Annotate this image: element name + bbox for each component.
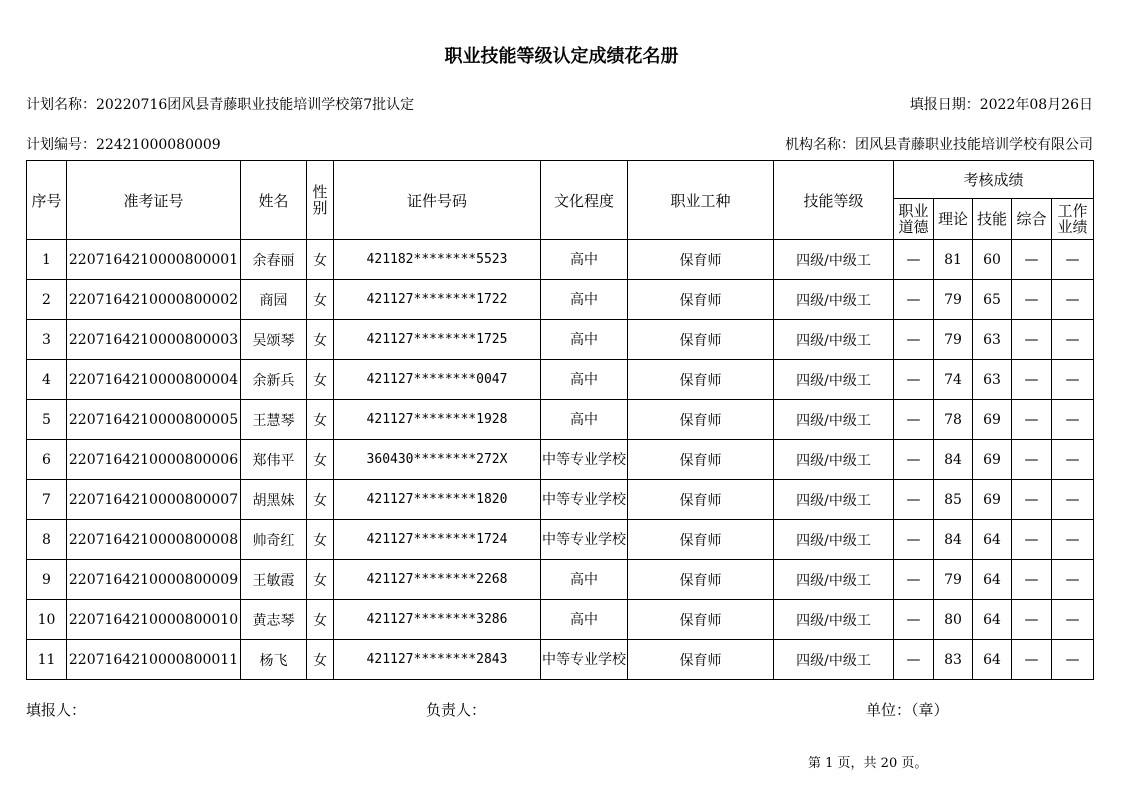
cell-exam-no: 2207164210000800008 bbox=[67, 520, 241, 560]
cell-overall: — bbox=[1012, 400, 1052, 440]
cell-gender: 女 bbox=[307, 440, 334, 480]
cell-id-no: 421127********3286 bbox=[334, 600, 541, 640]
table-row bbox=[27, 360, 1094, 400]
table-row bbox=[27, 320, 1094, 360]
cell-occupation: 保育师 bbox=[628, 400, 774, 440]
col-header-education: 文化程度 bbox=[541, 161, 628, 240]
cell-occupation: 保育师 bbox=[628, 280, 774, 320]
cell-seq: 11 bbox=[27, 640, 67, 680]
table-row bbox=[27, 240, 1094, 280]
cell-theory: 78 bbox=[934, 400, 973, 440]
cell-skill-level: 四级/中级工 bbox=[774, 480, 894, 520]
cell-skill-level: 四级/中级工 bbox=[774, 440, 894, 480]
cell-gender: 女 bbox=[307, 400, 334, 440]
table-row bbox=[27, 560, 1094, 600]
cell-education: 高中 bbox=[541, 400, 628, 440]
cell-theory: 80 bbox=[934, 600, 973, 640]
cell-name: 商园 bbox=[241, 280, 307, 320]
cell-occupation: 保育师 bbox=[628, 240, 774, 280]
cell-education: 高中 bbox=[541, 360, 628, 400]
plan-no-line bbox=[26, 134, 221, 154]
cell-overall: — bbox=[1012, 520, 1052, 560]
cell-id-no: 360430********272X bbox=[334, 440, 541, 480]
cell-exam-no: 2207164210000800005 bbox=[67, 400, 241, 440]
cell-id-no: 421127********0047 bbox=[334, 360, 541, 400]
cell-exam-no: 2207164210000800009 bbox=[67, 560, 241, 600]
cell-performance: — bbox=[1052, 480, 1094, 520]
cell-education: 高中 bbox=[541, 280, 628, 320]
col-header-name: 姓名 bbox=[241, 161, 307, 240]
cell-id-no: 421127********1928 bbox=[334, 400, 541, 440]
cell-ethics: — bbox=[894, 600, 934, 640]
cell-skill: 64 bbox=[973, 560, 1012, 600]
cell-overall: — bbox=[1012, 560, 1052, 600]
table-row bbox=[27, 400, 1094, 440]
cell-education: 高中 bbox=[541, 240, 628, 280]
cell-skill: 69 bbox=[973, 440, 1012, 480]
cell-name: 吴颂琴 bbox=[241, 320, 307, 360]
unit-seal-label: 单位：（章） bbox=[866, 701, 949, 719]
cell-skill: 63 bbox=[973, 320, 1012, 360]
cell-gender: 女 bbox=[307, 600, 334, 640]
cell-exam-no: 2207164210000800004 bbox=[67, 360, 241, 400]
cell-seq: 5 bbox=[27, 400, 67, 440]
cell-skill: 64 bbox=[973, 600, 1012, 640]
cell-education: 中等专业学校 bbox=[541, 520, 628, 560]
cell-gender: 女 bbox=[307, 240, 334, 280]
cell-seq: 1 bbox=[27, 240, 67, 280]
cell-exam-no: 2207164210000800001 bbox=[67, 240, 241, 280]
col-header-performance: 工作业绩 bbox=[1052, 199, 1094, 240]
cell-performance: — bbox=[1052, 560, 1094, 600]
cell-theory: 81 bbox=[934, 240, 973, 280]
cell-name: 帅奇红 bbox=[241, 520, 307, 560]
cell-name: 黄志琴 bbox=[241, 600, 307, 640]
cell-ethics: — bbox=[894, 480, 934, 520]
col-header-seq: 序号 bbox=[27, 161, 67, 240]
table-row bbox=[27, 640, 1094, 680]
cell-skill: 65 bbox=[973, 280, 1012, 320]
cell-occupation: 保育师 bbox=[628, 360, 774, 400]
cell-skill-level: 四级/中级工 bbox=[774, 560, 894, 600]
cell-theory: 79 bbox=[934, 320, 973, 360]
cell-seq: 6 bbox=[27, 440, 67, 480]
col-header-occupation: 职业工种 bbox=[628, 161, 774, 240]
report-date-line bbox=[910, 94, 1093, 114]
cell-skill: 69 bbox=[973, 480, 1012, 520]
cell-exam-no: 2207164210000800010 bbox=[67, 600, 241, 640]
cell-overall: — bbox=[1012, 600, 1052, 640]
cell-overall: — bbox=[1012, 480, 1052, 520]
cell-gender: 女 bbox=[307, 520, 334, 560]
cell-occupation: 保育师 bbox=[628, 640, 774, 680]
reporter-label: 填报人： bbox=[26, 701, 87, 719]
cell-ethics: — bbox=[894, 280, 934, 320]
cell-occupation: 保育师 bbox=[628, 320, 774, 360]
cell-ethics: — bbox=[894, 640, 934, 680]
cell-ethics: — bbox=[894, 560, 934, 600]
cell-gender: 女 bbox=[307, 280, 334, 320]
org-name-line bbox=[785, 134, 1093, 154]
cell-gender: 女 bbox=[307, 560, 334, 600]
col-header-score-group: 考核成绩 bbox=[894, 161, 1094, 199]
cell-gender: 女 bbox=[307, 480, 334, 520]
cell-theory: 79 bbox=[934, 560, 973, 600]
cell-seq: 4 bbox=[27, 360, 67, 400]
cell-seq: 9 bbox=[27, 560, 67, 600]
cell-name: 余新兵 bbox=[241, 360, 307, 400]
table-row bbox=[27, 520, 1094, 560]
cell-skill-level: 四级/中级工 bbox=[774, 640, 894, 680]
cell-performance: — bbox=[1052, 640, 1094, 680]
cell-id-no: 421127********2843 bbox=[334, 640, 541, 680]
cell-exam-no: 2207164210000800011 bbox=[67, 640, 241, 680]
cell-performance: — bbox=[1052, 440, 1094, 480]
table-row bbox=[27, 280, 1094, 320]
col-header-skill: 技能 bbox=[973, 199, 1012, 240]
cell-performance: — bbox=[1052, 600, 1094, 640]
cell-ethics: — bbox=[894, 520, 934, 560]
cell-theory: 84 bbox=[934, 520, 973, 560]
cell-exam-no: 2207164210000800002 bbox=[67, 280, 241, 320]
cell-skill: 69 bbox=[973, 400, 1012, 440]
cell-skill: 63 bbox=[973, 360, 1012, 400]
cell-education: 高中 bbox=[541, 560, 628, 600]
page-title: 职业技能等级认定成绩花名册 bbox=[444, 46, 679, 67]
cell-name: 王慧琴 bbox=[241, 400, 307, 440]
plan-name-label: 计划名称： bbox=[26, 97, 96, 113]
cell-gender: 女 bbox=[307, 640, 334, 680]
cell-id-no: 421127********1725 bbox=[334, 320, 541, 360]
cell-performance: — bbox=[1052, 400, 1094, 440]
cell-overall: — bbox=[1012, 240, 1052, 280]
cell-skill-level: 四级/中级工 bbox=[774, 360, 894, 400]
cell-seq: 8 bbox=[27, 520, 67, 560]
cell-id-no: 421127********1722 bbox=[334, 280, 541, 320]
report-date-label: 填报日期： bbox=[909, 97, 980, 113]
cell-occupation: 保育师 bbox=[628, 520, 774, 560]
col-header-exam-no: 准考证号 bbox=[67, 161, 241, 240]
cell-exam-no: 2207164210000800003 bbox=[67, 320, 241, 360]
cell-education: 中等专业学校 bbox=[541, 440, 628, 480]
cell-performance: — bbox=[1052, 280, 1094, 320]
cell-skill: 64 bbox=[973, 520, 1012, 560]
col-header-overall: 综合 bbox=[1012, 199, 1052, 240]
cell-skill: 60 bbox=[973, 240, 1012, 280]
cell-id-no: 421127********1724 bbox=[334, 520, 541, 560]
col-header-theory: 理论 bbox=[934, 199, 973, 240]
plan-name-value: 20220716团风县青藤职业技能培训学校第7批认定 bbox=[96, 97, 415, 113]
cell-name: 王敏霞 bbox=[241, 560, 307, 600]
org-name-label: 机构名称： bbox=[785, 137, 855, 153]
cell-overall: — bbox=[1012, 360, 1052, 400]
score-table bbox=[26, 160, 1094, 680]
cell-id-no: 421182********5523 bbox=[334, 240, 541, 280]
cell-performance: — bbox=[1052, 240, 1094, 280]
cell-performance: — bbox=[1052, 320, 1094, 360]
cell-overall: — bbox=[1012, 280, 1052, 320]
cell-occupation: 保育师 bbox=[628, 560, 774, 600]
cell-skill-level: 四级/中级工 bbox=[774, 280, 894, 320]
cell-name: 杨飞 bbox=[241, 640, 307, 680]
cell-theory: 84 bbox=[934, 440, 973, 480]
cell-ethics: — bbox=[894, 320, 934, 360]
cell-seq: 10 bbox=[27, 600, 67, 640]
cell-gender: 女 bbox=[307, 360, 334, 400]
plan-no-value: 22421000080009 bbox=[96, 137, 221, 153]
table-row bbox=[27, 600, 1094, 640]
cell-performance: — bbox=[1052, 360, 1094, 400]
cell-skill-level: 四级/中级工 bbox=[774, 600, 894, 640]
cell-exam-no: 2207164210000800007 bbox=[67, 480, 241, 520]
table-row bbox=[27, 440, 1094, 480]
header-row bbox=[27, 161, 1094, 199]
cell-theory: 83 bbox=[934, 640, 973, 680]
plan-no-label: 计划编号： bbox=[26, 137, 96, 153]
cell-skill-level: 四级/中级工 bbox=[774, 520, 894, 560]
cell-education: 中等专业学校 bbox=[541, 640, 628, 680]
cell-seq: 7 bbox=[27, 480, 67, 520]
cell-exam-no: 2207164210000800006 bbox=[67, 440, 241, 480]
cell-education: 高中 bbox=[541, 320, 628, 360]
cell-skill-level: 四级/中级工 bbox=[774, 240, 894, 280]
cell-name: 胡黑妹 bbox=[241, 480, 307, 520]
col-header-gender: 性别 bbox=[307, 161, 334, 240]
cell-education: 高中 bbox=[541, 600, 628, 640]
cell-name: 余春丽 bbox=[241, 240, 307, 280]
cell-overall: — bbox=[1012, 640, 1052, 680]
cell-skill: 64 bbox=[973, 640, 1012, 680]
cell-overall: — bbox=[1012, 320, 1052, 360]
plan-name-line bbox=[26, 94, 414, 114]
cell-occupation: 保育师 bbox=[628, 600, 774, 640]
cell-name: 郑伟平 bbox=[241, 440, 307, 480]
cell-seq: 2 bbox=[27, 280, 67, 320]
cell-overall: — bbox=[1012, 440, 1052, 480]
cell-theory: 85 bbox=[934, 480, 973, 520]
cell-id-no: 421127********2268 bbox=[334, 560, 541, 600]
col-header-ethics: 职业道德 bbox=[894, 199, 934, 240]
cell-id-no: 421127********1820 bbox=[334, 480, 541, 520]
cell-ethics: — bbox=[894, 400, 934, 440]
col-header-id-no: 证件号码 bbox=[334, 161, 541, 240]
cell-ethics: — bbox=[894, 360, 934, 400]
table-row bbox=[27, 480, 1094, 520]
manager-label: 负责人： bbox=[426, 701, 487, 719]
cell-theory: 79 bbox=[934, 280, 973, 320]
cell-ethics: — bbox=[894, 240, 934, 280]
cell-seq: 3 bbox=[27, 320, 67, 360]
cell-skill-level: 四级/中级工 bbox=[774, 400, 894, 440]
cell-skill-level: 四级/中级工 bbox=[774, 320, 894, 360]
cell-performance: — bbox=[1052, 520, 1094, 560]
col-header-skill-level: 技能等级 bbox=[774, 161, 894, 240]
cell-occupation: 保育师 bbox=[628, 480, 774, 520]
cell-theory: 74 bbox=[934, 360, 973, 400]
page-indicator: 第 1 页，共 20 页。 bbox=[808, 756, 928, 771]
cell-occupation: 保育师 bbox=[628, 440, 774, 480]
cell-gender: 女 bbox=[307, 320, 334, 360]
report-date-value: 2022年08月26日 bbox=[979, 97, 1093, 113]
org-name-value: 团风县青藤职业技能培训学校有限公司 bbox=[855, 137, 1093, 153]
cell-education: 中等专业学校 bbox=[541, 480, 628, 520]
cell-ethics: — bbox=[894, 440, 934, 480]
